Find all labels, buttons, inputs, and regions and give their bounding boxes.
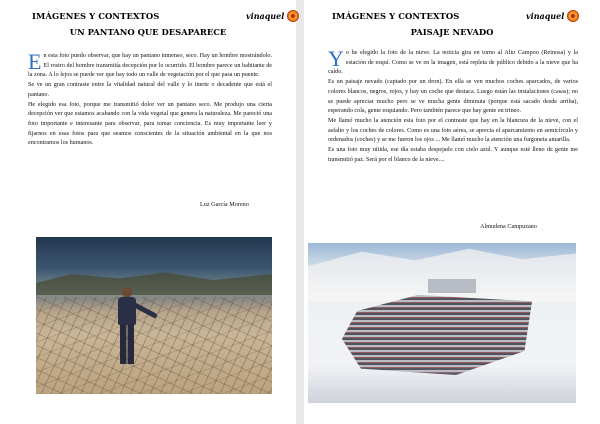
paragraph: Me llamó mucho la atención esta foto por el contraste que hay en la blancura de la nieve, con el asfalto y los coches de colores. Como es una foto aérea, se aprecia el aparcamiento en semicírculo y ordenados (coches) y se me fueron los ojos ... Me llamó mucho la atención una furgoneta amarilla. xyxy=(328,117,578,144)
paragraph: Yo he elegido la foto de la nieve. La noticia gira en torno al Alto Campoo (Reinosa) y la estación de esquí. Como se ve en la imagen, está repleta de público debido a la nieve que ha caído. xyxy=(328,46,578,76)
magazine-logo xyxy=(246,10,299,22)
article-title: PAISAJE NEVADO xyxy=(410,27,494,37)
sun-logo-icon xyxy=(287,10,299,22)
paragraph: Es un paisaje nevado (captado por un dron). En ella se ven muchos coches aparcados, de varios colores blancos, negros, rojos, y hay un coche que destaca. Luego están las instalaciones (casas); no se puede apreciar mucho pero se ve mucha gente diminuta (porque está sacado desde arriba), esperando cola, gente esquiando. Pero también parece que hay gente en trineo. xyxy=(328,79,578,115)
article-body xyxy=(28,49,272,149)
article-body xyxy=(328,46,578,165)
paragraph: Se ve un gran contraste entre la vitalidad natural del valle y lo inerte o decadente que está el pantano. xyxy=(28,82,272,98)
paragraph: Es una foto muy nítida, ese día estaba despejado con cielo azul. Y aunque esté lleno de gente me transmitió paz. Será por el blanco de la nieve.... xyxy=(328,147,578,163)
author-signature: Almudena Campuzano xyxy=(480,223,537,230)
drop-cap: E xyxy=(28,49,42,74)
magazine-logo xyxy=(526,10,579,22)
snowy-parking-aerial-photo xyxy=(308,243,576,403)
paragraph: En esta foto puedo observar, que hay un pantano inmenso, seco. Hay un hombre mostrándolo. El rostro del hombre transmitía decepción por lo ocurrido. El hombre parece un habitante de la zona. A lo lejos se puede ver que hay todo un valle de vegetación por el que pasa un puente. xyxy=(28,49,272,79)
sun-logo-icon xyxy=(567,10,579,22)
author-signature: Luz García Moreno xyxy=(200,201,249,208)
section-header: IMÁGENES Y CONTEXTOS xyxy=(32,11,160,21)
drop-cap: Y xyxy=(328,46,344,71)
article-title: UN PANTANO QUE DESAPARECE xyxy=(69,27,227,37)
section-header: IMÁGENES Y CONTEXTOS xyxy=(332,11,460,21)
man-figure xyxy=(114,287,140,365)
paragraph: He elegido esa foto, porque me transmitió dolor ver un pantano seco. Me produjo una cierta decepción ver que estamos acabando con la vida vegetal que genera la naturaleza. Me pareció una foto importante e interesante para observar, para tomar conciencia. Es muy importante leer y fijarnos en esas fotos para que seamos conscientes de la situación ambiental en la que nos encontramos los humanos. xyxy=(28,101,272,147)
dry-reservoir-photo xyxy=(36,237,272,394)
logo-text: vinaquel xyxy=(246,11,285,21)
logo-text: vinaquel xyxy=(526,11,565,21)
